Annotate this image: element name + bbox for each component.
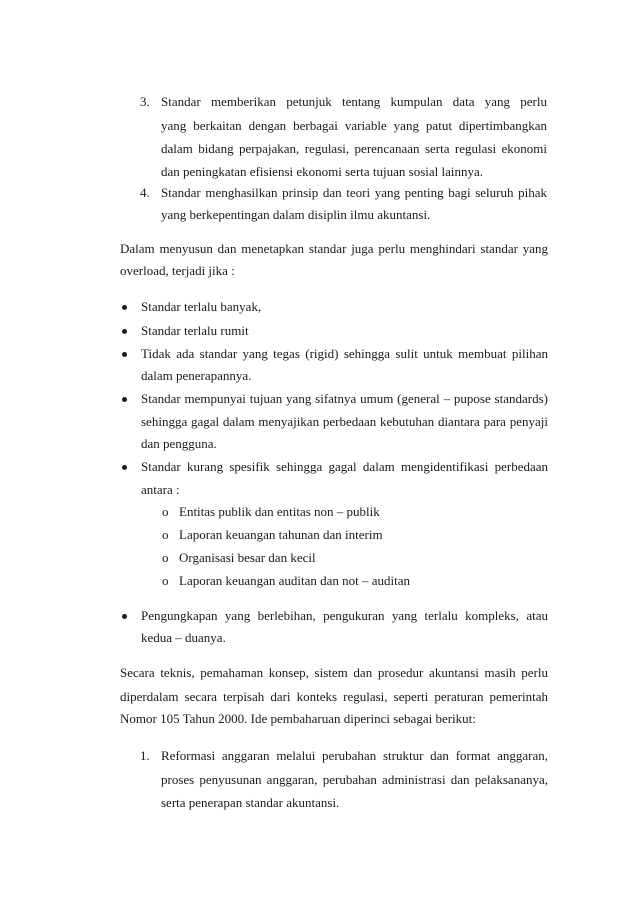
paragraph-line: Nomor 105 Tahun 2000. Ide pembaharuan diperinci sebagai berikut: [120, 711, 476, 726]
sub-bullet-marker: o [162, 550, 169, 565]
list-number: 4. [140, 185, 150, 200]
list-item-line: yang berkaitan dengan berbagai variable yang patut dipertimbangkan [161, 118, 547, 133]
list-item-line: Reformasi anggaran melalui perubahan struktur dan format anggaran, [161, 748, 548, 763]
bullet-line: Standar terlalu banyak, [141, 299, 262, 314]
bullet-line: dalam penerapannya. [141, 368, 252, 383]
sub-bullet-line: Laporan keuangan tahunan dan interim [179, 527, 383, 542]
list-item-line: dalam bidang perpajakan, regulasi, perencanaan serta regulasi ekonomi [161, 141, 547, 156]
bullet-icon [122, 397, 127, 402]
bullet-icon [122, 614, 127, 619]
bullet-icon [122, 305, 127, 310]
paragraph-line: Dalam menyusun dan menetapkan standar juga perlu menghindari standar yang [120, 241, 548, 256]
bullet-icon [122, 329, 127, 334]
bullet-icon [122, 465, 127, 470]
bullet-line: Standar mempunyai tujuan yang sifatnya umum (general – pupose standards) [141, 391, 548, 406]
paragraph-line: overload, terjadi jika : [120, 263, 235, 278]
list-item-line: Standar menghasilkan prinsip dan teori yang penting bagi seluruh pihak [161, 185, 547, 200]
sub-bullet-line: Entitas publik dan entitas non – publik [179, 504, 380, 519]
sub-bullet-line: Laporan keuangan auditan dan not – auditan [179, 573, 411, 588]
list-item-line: serta penerapan standar akuntansi. [161, 795, 340, 810]
list-item-line: dan peningkatan efisiensi ekonomi serta tujuan sosial lainnya. [161, 164, 484, 179]
bullet-line: sehingga gagal dalam menyajikan perbedaan kebutuhan diantara para penyaji [141, 414, 548, 429]
list-item-line: Standar memberikan petunjuk tentang kumpulan data yang perlu [161, 94, 547, 109]
bullet-line: kedua – duanya. [141, 630, 226, 645]
bullet-line: Pengungkapan yang berlebihan, pengukuran yang terlalu kompleks, atau [141, 608, 548, 623]
bullet-line: dan pengguna. [141, 436, 217, 451]
bullet-line: Standar kurang spesifik sehingga gagal dalam mengidentifikasi perbedaan [141, 459, 548, 474]
list-item-line: proses penyusunan anggaran, perubahan administrasi dan pelaksananya, [161, 772, 548, 787]
list-item-line: yang berkepentingan dalam disiplin ilmu akuntansi. [161, 207, 431, 222]
sub-bullet-marker: o [162, 527, 169, 542]
list-number: 1. [140, 748, 150, 763]
paragraph-line: diperdalam secara terpisah dari konteks regulasi, seperti peraturan pemerintah [120, 689, 548, 704]
bullet-line: antara : [141, 482, 180, 497]
list-number: 3. [140, 94, 150, 109]
paragraph-line: Secara teknis, pemahaman konsep, sistem dan prosedur akuntansi masih perlu [120, 665, 548, 680]
sub-bullet-marker: o [162, 573, 169, 588]
sub-bullet-line: Organisasi besar dan kecil [179, 550, 316, 565]
sub-bullet-marker: o [162, 504, 169, 519]
bullet-icon [122, 352, 127, 357]
bullet-line: Standar terlalu rumit [141, 323, 249, 338]
bullet-line: Tidak ada standar yang tegas (rigid) sehingga sulit untuk membuat pilihan [141, 346, 548, 361]
